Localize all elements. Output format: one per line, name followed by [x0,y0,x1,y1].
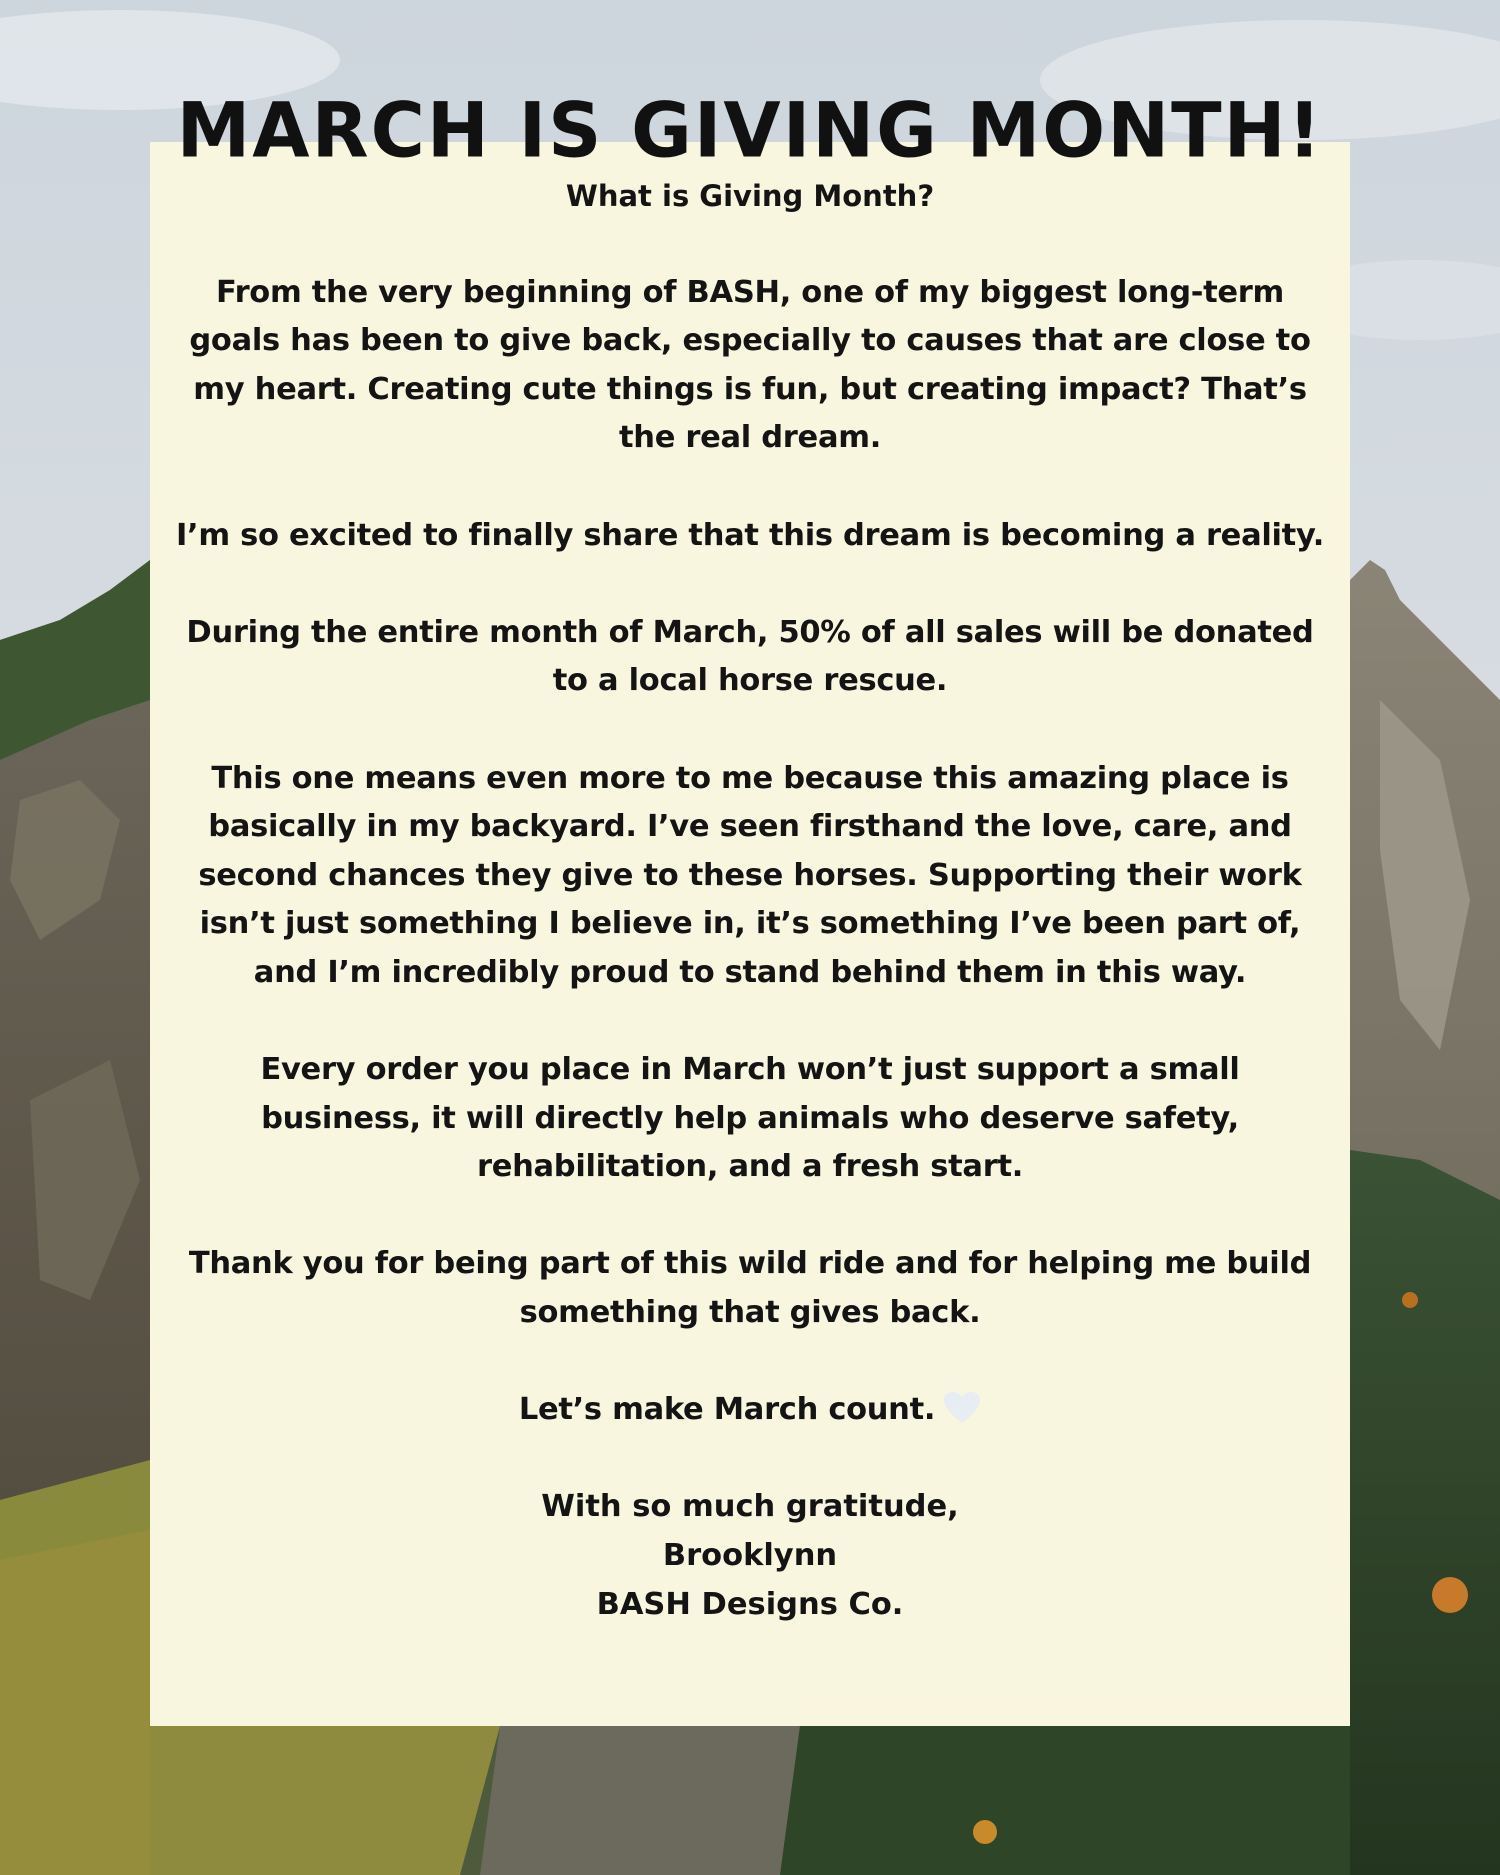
call-to-action-text: Let’s make March count. [518,1392,936,1428]
paragraph-horse-rescue: This one means even more to me because this amazing place is basically in my backyard. I’ve seen firsthand the love, care, and second chances they give to these horses. Supporting their work isn’t just something I believe in, it’s something I’ve been part of, and I’m incredibly proud to stand behind them in this way. [198,760,1302,990]
page-title: MARCH IS GIVING MONTH! [176,87,1324,175]
signature-block [150,1483,1350,1629]
paragraph-donation: During the entire month of March, 50% of all sales will be donated to a local horse rescue. [186,614,1314,699]
paragraph-announcement: I’m so excited to finally share that this dream is becoming a reality. [175,517,1325,553]
letter-subtitle: What is Giving Month? [565,179,935,213]
paragraph-call-to-action [200,1386,1300,1435]
letter-content [150,172,1350,1629]
paragraph-orders: Every order you place in March won’t just support a small business, it will directly help animals who deserve safety, rehabilitation, and a fresh start. [260,1052,1240,1185]
signature-closing: With so much gratitude, [541,1489,959,1525]
signature-name: Brooklynn [662,1538,838,1574]
paragraph-thanks: Thank you for being part of this wild ride and for helping me build something that gives back. [188,1246,1312,1331]
signature-company: BASH Designs Co. [596,1586,904,1622]
white-heart-icon [943,1391,981,1425]
paragraph-intro: From the very beginning of BASH, one of my biggest long-term goals has been to give back, especially to causes that are close to my heart. Creating cute things is fun, but creating impact? That’s the real dream. [189,274,1311,456]
